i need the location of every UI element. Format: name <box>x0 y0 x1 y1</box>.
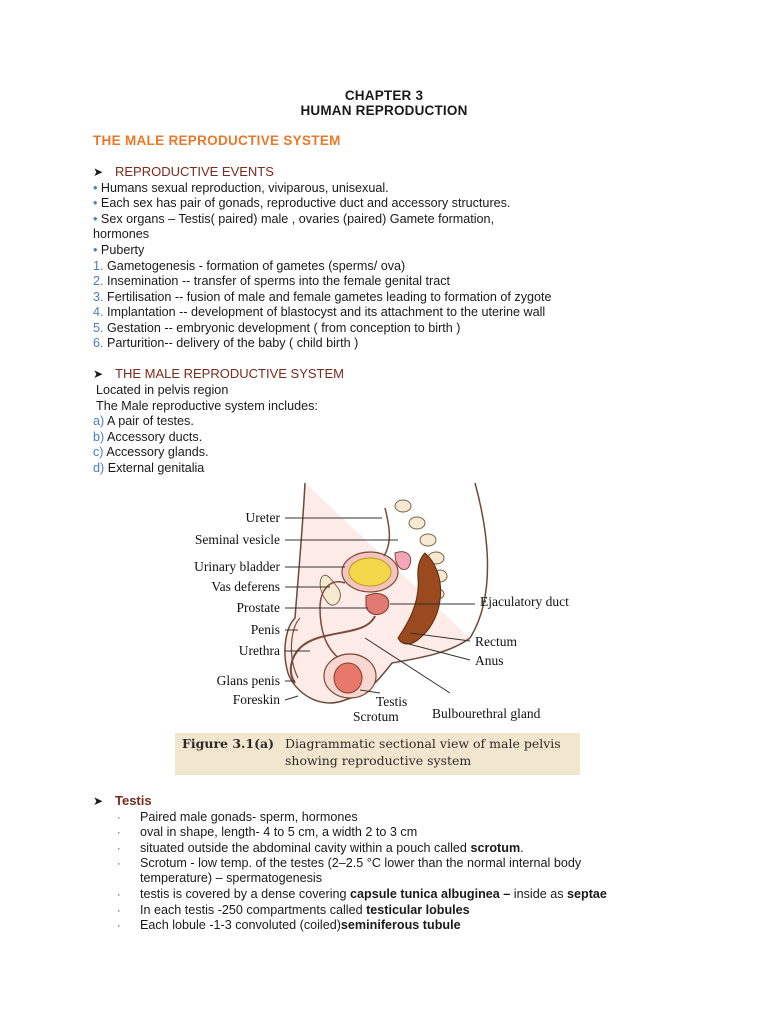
label-testis: Testis <box>376 694 408 709</box>
figure-caption-line-2: showing reproductive system <box>285 753 472 768</box>
male-system-item: a) A pair of testes. <box>93 414 194 428</box>
chapter-number: CHAPTER 3 <box>344 88 424 103</box>
events-bullet-4: • Puberty <box>93 243 145 257</box>
chapter-title: HUMAN REPRODUCTION <box>300 103 468 118</box>
event-item: 4. Implantation -- development of blastocyst and its attachment to the uterine wall <box>93 305 546 319</box>
figure-caption-label: Figure 3.1(a) <box>182 736 275 751</box>
testis-heading: ➤ Testis <box>93 793 152 808</box>
arrow-bullet-icon: ➤ <box>93 367 104 381</box>
label-rectum: Rectum <box>475 634 517 649</box>
arrow-bullet-icon: ➤ <box>93 165 104 179</box>
label-urethra: Urethra <box>238 643 280 658</box>
events-bullet-3: • Sex organs – Testis( paired) male , ovaries (paired) Gamete formation, <box>93 212 495 226</box>
male-pelvis-figure <box>170 478 610 776</box>
male-pelvis-diagram <box>170 478 610 738</box>
figure-caption-line-1: Diagrammatic sectional view of male pelvis <box>285 736 561 751</box>
male-system-line-1: Located in pelvis region <box>96 383 229 397</box>
event-item: 2. Insemination -- transfer of sperms into the female genital tract <box>93 274 450 288</box>
male-system-item: c) Accessory glands. <box>93 445 209 459</box>
label-urinary-bladder: Urinary bladder <box>194 559 280 574</box>
event-item: 1. Gametogenesis - formation of gametes (sperms/ ova) <box>93 259 406 273</box>
testis-bullet: · Each lobule -1-3 convoluted (coiled)seminiferous tubule <box>117 918 461 932</box>
label-scrotum: Scrotum <box>353 709 399 724</box>
testis-bullet: · Scrotum - low temp. of the testes (2–2.5 °C lower than the normal internal body <box>117 856 582 870</box>
section-title: THE MALE REPRODUCTIVE SYSTEM <box>93 133 341 148</box>
male-system-item: b) Accessory ducts. <box>93 430 203 444</box>
event-item: 6. Parturition-- delivery of the baby ( child birth ) <box>93 336 359 350</box>
arrow-bullet-icon: ➤ <box>93 794 104 808</box>
testis-bullet: · oval in shape, length- 4 to 5 cm, a width 2 to 3 cm <box>117 825 418 839</box>
label-penis: Penis <box>250 622 280 637</box>
testis-bullet: · testis is covered by a dense covering capsule tunica albuginea – inside as septae <box>117 887 607 901</box>
events-bullet-1: • Humans sexual reproduction, viviparous, unisexual. <box>93 181 389 195</box>
label-glans-penis: Glans penis <box>216 673 280 688</box>
events-heading: ➤ REPRODUCTIVE EVENTS <box>93 164 274 179</box>
events-bullet-3-cont: hormones <box>93 227 150 241</box>
testis-bullet: · situated outside the abdominal cavity within a pouch called scrotum. <box>117 841 524 855</box>
testis-bullet: · Paired male gonads- sperm, hormones <box>117 810 358 824</box>
testis-bullet: · In each testis -250 compartments called testicular lobules <box>117 903 470 917</box>
label-ureter: Ureter <box>245 510 280 525</box>
male-system-item: d) External genitalia <box>93 461 205 475</box>
label-prostate: Prostate <box>236 600 280 615</box>
label-bulbourethral-gland: Bulbourethral gland <box>432 706 541 721</box>
testis-bullet-cont: temperature) – spermatogenesis <box>140 871 323 885</box>
label-ejaculatory-duct: Ejaculatory duct <box>480 594 569 609</box>
male-system-line-2: The Male reproductive system includes: <box>96 399 318 413</box>
label-anus: Anus <box>475 653 504 668</box>
label-foreskin: Foreskin <box>232 692 280 707</box>
male-system-heading: ➤ THE MALE REPRODUCTIVE SYSTEM <box>93 366 344 381</box>
events-bullet-2: • Each sex has pair of gonads, reproductive duct and accessory structures. <box>93 196 511 210</box>
event-item: 3. Fertilisation -- fusion of male and female gametes leading to formation of zygote <box>93 290 552 304</box>
event-item: 5. Gestation -- embryonic development ( from conception to birth ) <box>93 321 461 335</box>
label-vas-deferens: Vas deferens <box>211 579 280 594</box>
label-seminal-vesicle: Seminal vesicle <box>194 532 280 547</box>
